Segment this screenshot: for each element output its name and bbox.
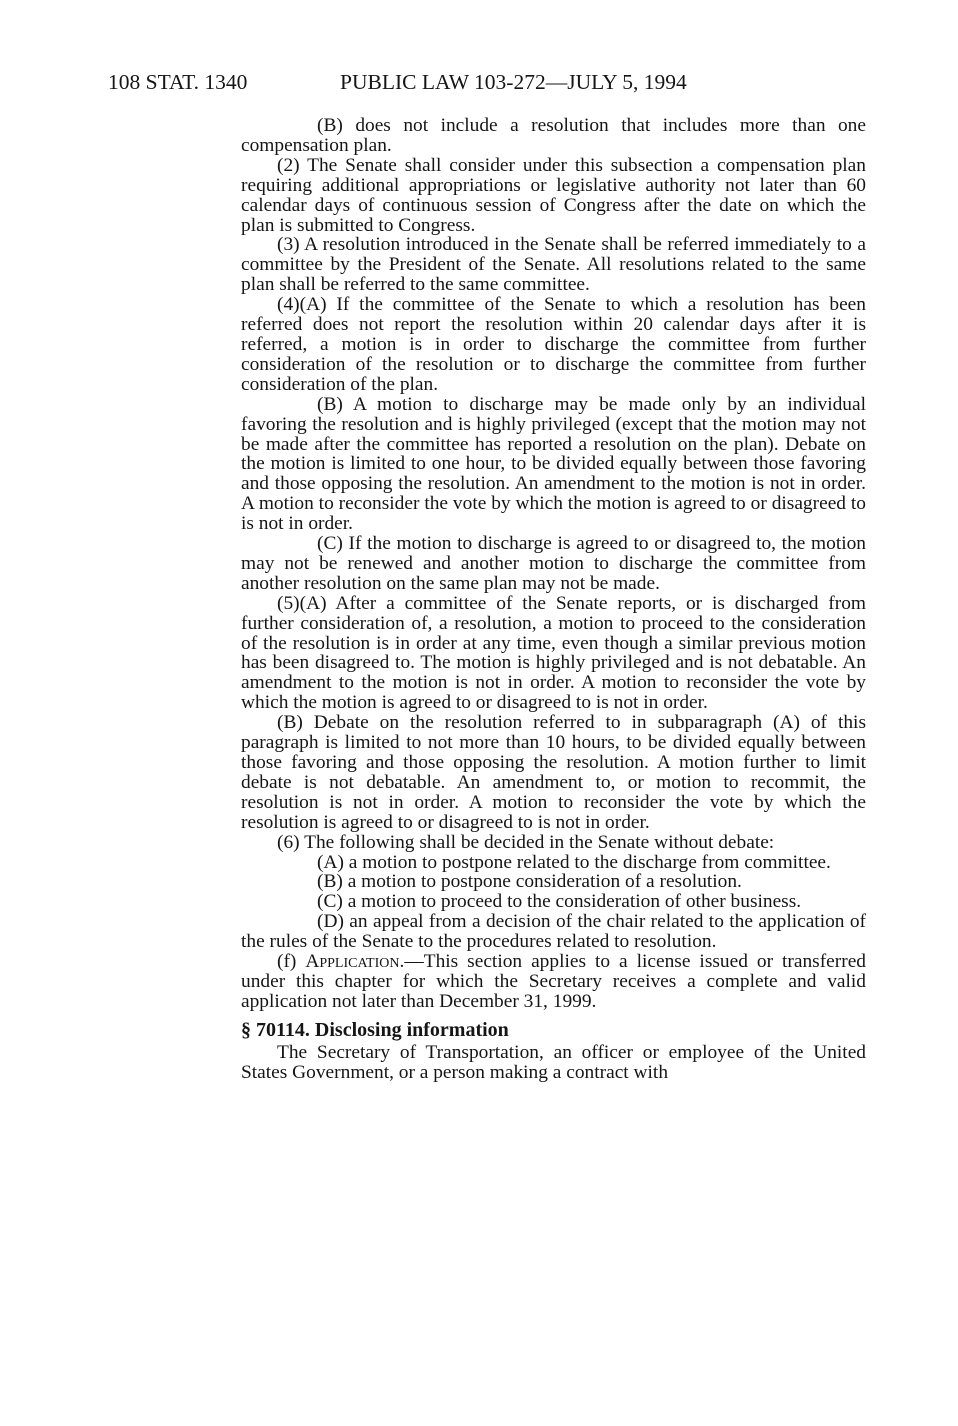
paragraph-6b: (B) a motion to postpone consideration of a resolution. bbox=[317, 871, 742, 893]
paragraph-70114: The Secretary of Transportation, an officer or employee of the United States Government, or a person making a contract with bbox=[241, 1041, 866, 1083]
subsection-caption: Application bbox=[305, 951, 400, 973]
subsection-text: .—This section applies to a license issued or transferred under this chapter for which the Secretary receives a complete and valid application not later than December 31, 1999. bbox=[241, 951, 866, 1012]
paragraph-3: (3) A resolution introduced in the Senate shall be referred immediately to a committee by the President of the Senate. All resolutions related to the same plan shall be referred to the same committee. bbox=[241, 234, 866, 296]
section-heading bbox=[241, 1018, 866, 1041]
statute-citation: 108 STAT. 1340 bbox=[108, 70, 248, 94]
page-header bbox=[0, 70, 958, 100]
paragraph-f-application bbox=[241, 952, 866, 1012]
paragraph-2b: (B) does not include a resolution that includes more than one compensation plan. bbox=[241, 115, 866, 156]
paragraph-4c: (C) If the motion to discharge is agreed to or disagreed to, the motion may not be renewed and another motion to discharge the committee from another resolution on the same plan may not be made. bbox=[241, 533, 866, 594]
public-law-title: PUBLIC LAW 103-272—JULY 5, 1994 bbox=[340, 70, 687, 94]
section-title: Disclosing information bbox=[314, 1018, 509, 1041]
paragraph-5b: (B) Debate on the resolution referred to in subparagraph (A) of this paragraph is limited to not more than 10 hours, to be divided equally between those favoring and those opposing the resolution. A motion further to limit debate is not debatable. An amendment to, or motion to recommit, the resolution is not in order. A motion to reconsider the vote by which the resolution is agreed to or disagreed to is not in order. bbox=[241, 712, 866, 833]
paragraph-6d: (D) an appeal from a decision of the chair related to the application of the rules of the Senate to the procedures related to resolution. bbox=[241, 911, 866, 953]
paragraph-4b: (B) A motion to discharge may be made only by an individual favoring the resolution and is highly privileged (except that the motion may not be made after the committee has reported a resolution on the plan). Debate on the motion is limited to one hour, to be divided equally between those favoring and those opposing the resolution. An amendment to the motion is not in order. A motion to reconsider the vote by which the motion is agreed to or disagreed to is not in order. bbox=[241, 393, 866, 535]
paragraph-4a: (4)(A) If the committee of the Senate to which a resolution has been referred does not report the resolution within 20 calendar days after it is referred, a motion is in order to discharge the committee from further consideration of the resolution or to discharge the committee from further consideration of the plan. bbox=[241, 294, 866, 395]
paragraph-6: (6) The following shall be decided in the Senate without debate: bbox=[277, 831, 775, 853]
paragraph-6c: (C) a motion to proceed to the consideration of other business. bbox=[317, 891, 802, 913]
subsection-label: (f) bbox=[277, 951, 306, 973]
paragraph-6a: (A) a motion to postpone related to the discharge from committee. bbox=[317, 851, 831, 873]
paragraph-2: (2) The Senate shall consider under this subsection a compensation plan requiring additional appropriations or legislative authority not later than 60 calendar days of continuous session of Congress after the date on which the plan is submitted to Congress. bbox=[241, 154, 866, 236]
section-number: § 70114. bbox=[241, 1018, 310, 1041]
paragraph-5a: (5)(A) After a committee of the Senate reports, or is discharged from further consideration of, a resolution, a motion to proceed to the consideration of the resolution is in order at any time, even though a similar previous motion has been disagreed to. The motion is highly privileged and is not debatable. An amendment to the motion is not in order. A motion to reconsider the vote by which the motion is agreed to or disagreed to is not in order. bbox=[241, 592, 866, 714]
document-body bbox=[241, 116, 866, 1083]
